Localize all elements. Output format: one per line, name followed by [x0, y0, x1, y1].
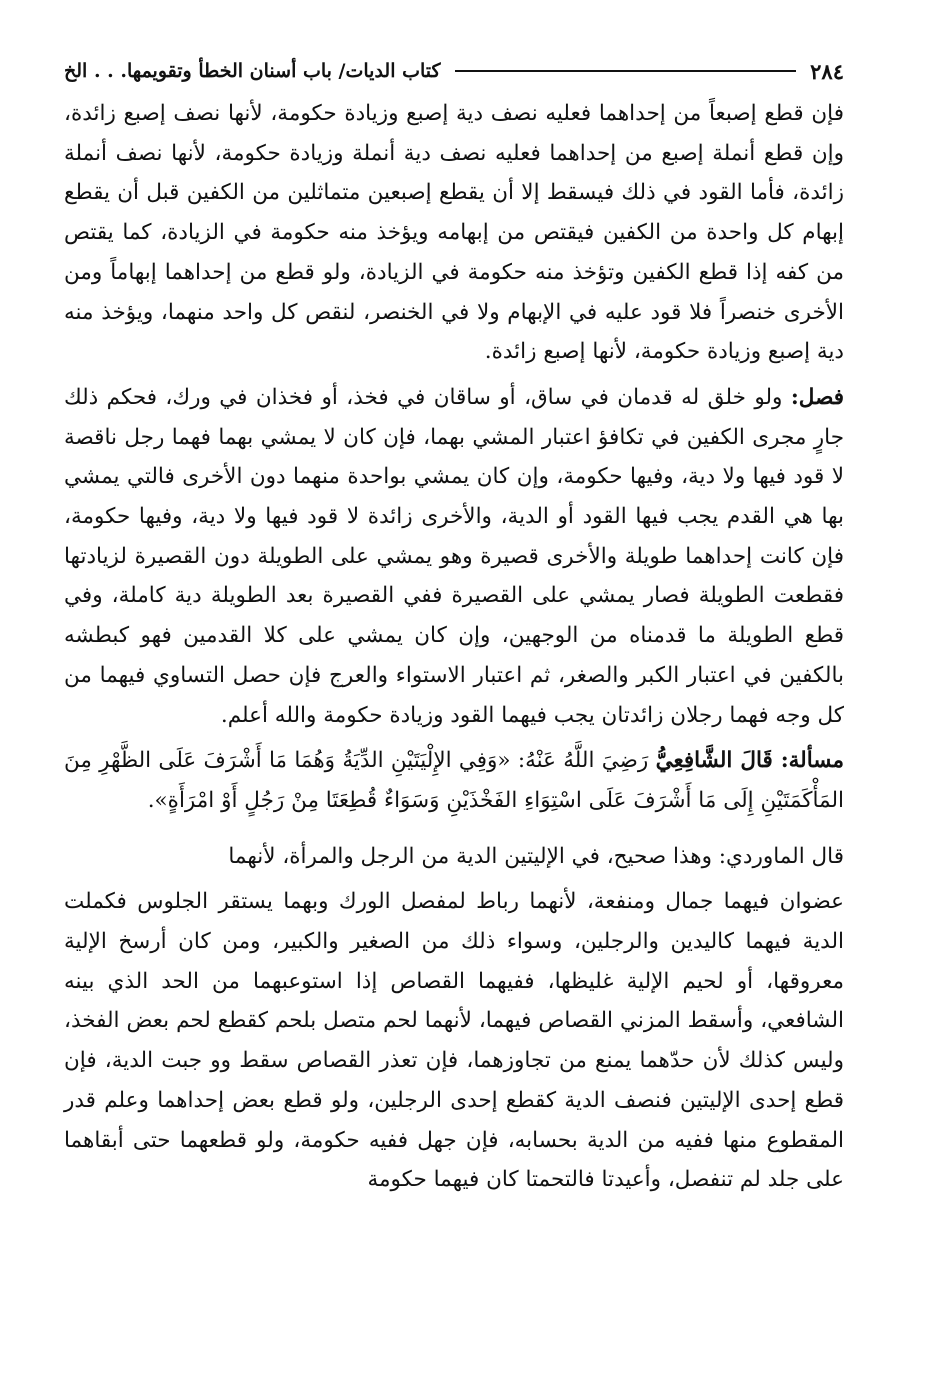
mawardi-paragraph: عضوان فيهما جمال ومنفعة، لأنهما رباط لمفصل الورك وبهما يستقر الجلوس فكملت الدية فيهما كاليدين والرجلين، وسواء ذلك من الصغير والكبير، ومن كان أرسخ الإلية معروقها، أو لحيم الإلية غليظها، ففيهما القصاص إذا استوعبهما من الحد الذي بينه الشافعي، وأسقط المزني القصاص فيهما، لأنهما لحم متصل بلحم كقطع لحم بعض الفخذ، وليس كذلك لأن حدّهما يمنع من تجاوزهما، فإن تعذر القصاص سقط وو جبت الدية، فإن قطع إحدى الإليتين فنصف الدية كقطع إحدى الرجلين، ولو قطع بعض إحداهما وعلم قدر المقطوع منها ففيه من الدية بحسابه، فإن جهل ففيه حكومة، ولو قطعهما حتى أبقاهما على جلد لم تنفصل، وأعيدتا فالتحمتا كان فيهما حكومة [64, 889, 844, 1193]
masala-text: رَضِيَ اللَّهُ عَنْهُ: «وَفِي الإِلْيَتَيْنِ الدِّيَةُ وَهُمَا مَا أَشْرَفَ عَلَى الظَّهْرِ مِنَ المَأْكَمَتَيْنِ إِلَى مَا أَشْرَفَ عَلَى اسْتِوَاءِ الفَخْذَيْنِ وَسَوَاءٌ قُطِعَتَا مِنْ رَجُلٍ أَوْ امْرَأَةٍ». [64, 748, 844, 813]
fasl-text: ولو خلق له قدمان في ساق، أو ساقان في فخذ، أو فخذان في ورك، فحكم ذلك جارٍ مجرى الكفين في تكافؤ اعتبار المشي بهما، فإن كان لا يمشي بهما فهما رجل ناقصة لا قود فيها ولا دية، وفيها حكومة، وإن كان يمشي بواحدة منهما دون الأخرى فالتي يمشي بها هي القدم يجب فيها القود أو الدية، والأخرى زائدة لا قود فيها ولا دية، وفيها حكومة، فإن كانت إحداهما طويلة والأخرى قصيرة وهو يمشي على الطويلة دون القصيرة لزيادتها فقطعت الطويلة فصار يمشي على القصيرة ففي القصيرة بعد الطويلة دية كاملة، وفي قطع الطويلة ما قدمناه من الوجهين، وإن كان يمشي على كلا القدمين فهو كبطشه بالكفين في اعتبار الكبر والصغر، ثم اعتبار الاستواء والعرج فإن حصل التساوي فيهما من كل وجه فهما رجلان زائدتان يجب فيهما القود وزيادة حكومة والله أعلم. [64, 384, 844, 728]
running-title: كتاب الديات/ باب أسنان الخطأ وتقويمها. . . الخ [64, 60, 441, 82]
header-rule [455, 70, 797, 72]
mawardi-first-line: قال الماوردي: وهذا صحيح، في الإليتين الدية من الرجل والمرأة، لأنهما [228, 843, 844, 869]
masala-label: مسألة: قَالَ الشَّافِعِيُّ [655, 748, 844, 774]
page-number: ٢٨٤ [810, 58, 844, 84]
masala-paragraph [64, 741, 844, 820]
book-page [64, 52, 844, 1200]
fasl-paragraph [64, 378, 844, 735]
fasl-label: فصل: [790, 384, 844, 410]
page-header [64, 52, 844, 90]
paragraph-1: فإن قطع إصبعاً من إحداهما فعليه نصف دية إصبع وزيادة حكومة، لأنها نصف إصبع زائدة، وإن قطع أنملة إصبع من إحداهما فعليه نصف دية أنملة وزيادة حكومة، لأنها نصف أنملة زائدة، فأما القود في ذلك فيسقط إلا أن يقطع إصبعين متماثلين من الكفين قبل أن يقطع إبهام كل واحدة من الكفين فيقتص من إبهامه ويؤخذ منه حكومة في الزيادة، كما يقتص من كفه إذا قطع الكفين وتؤخذ منه حكومة في الزيادة، ولو قطع من إحداهما إبهاماً ومن الأخرى خنصراً فلا قود عليه في الإبهام ولا في الخنصر، لنقص كل واحد منهما، ويؤخذ منه دية إصبع وزيادة حكومة، لأنها إصبع زائدة. [64, 101, 844, 365]
